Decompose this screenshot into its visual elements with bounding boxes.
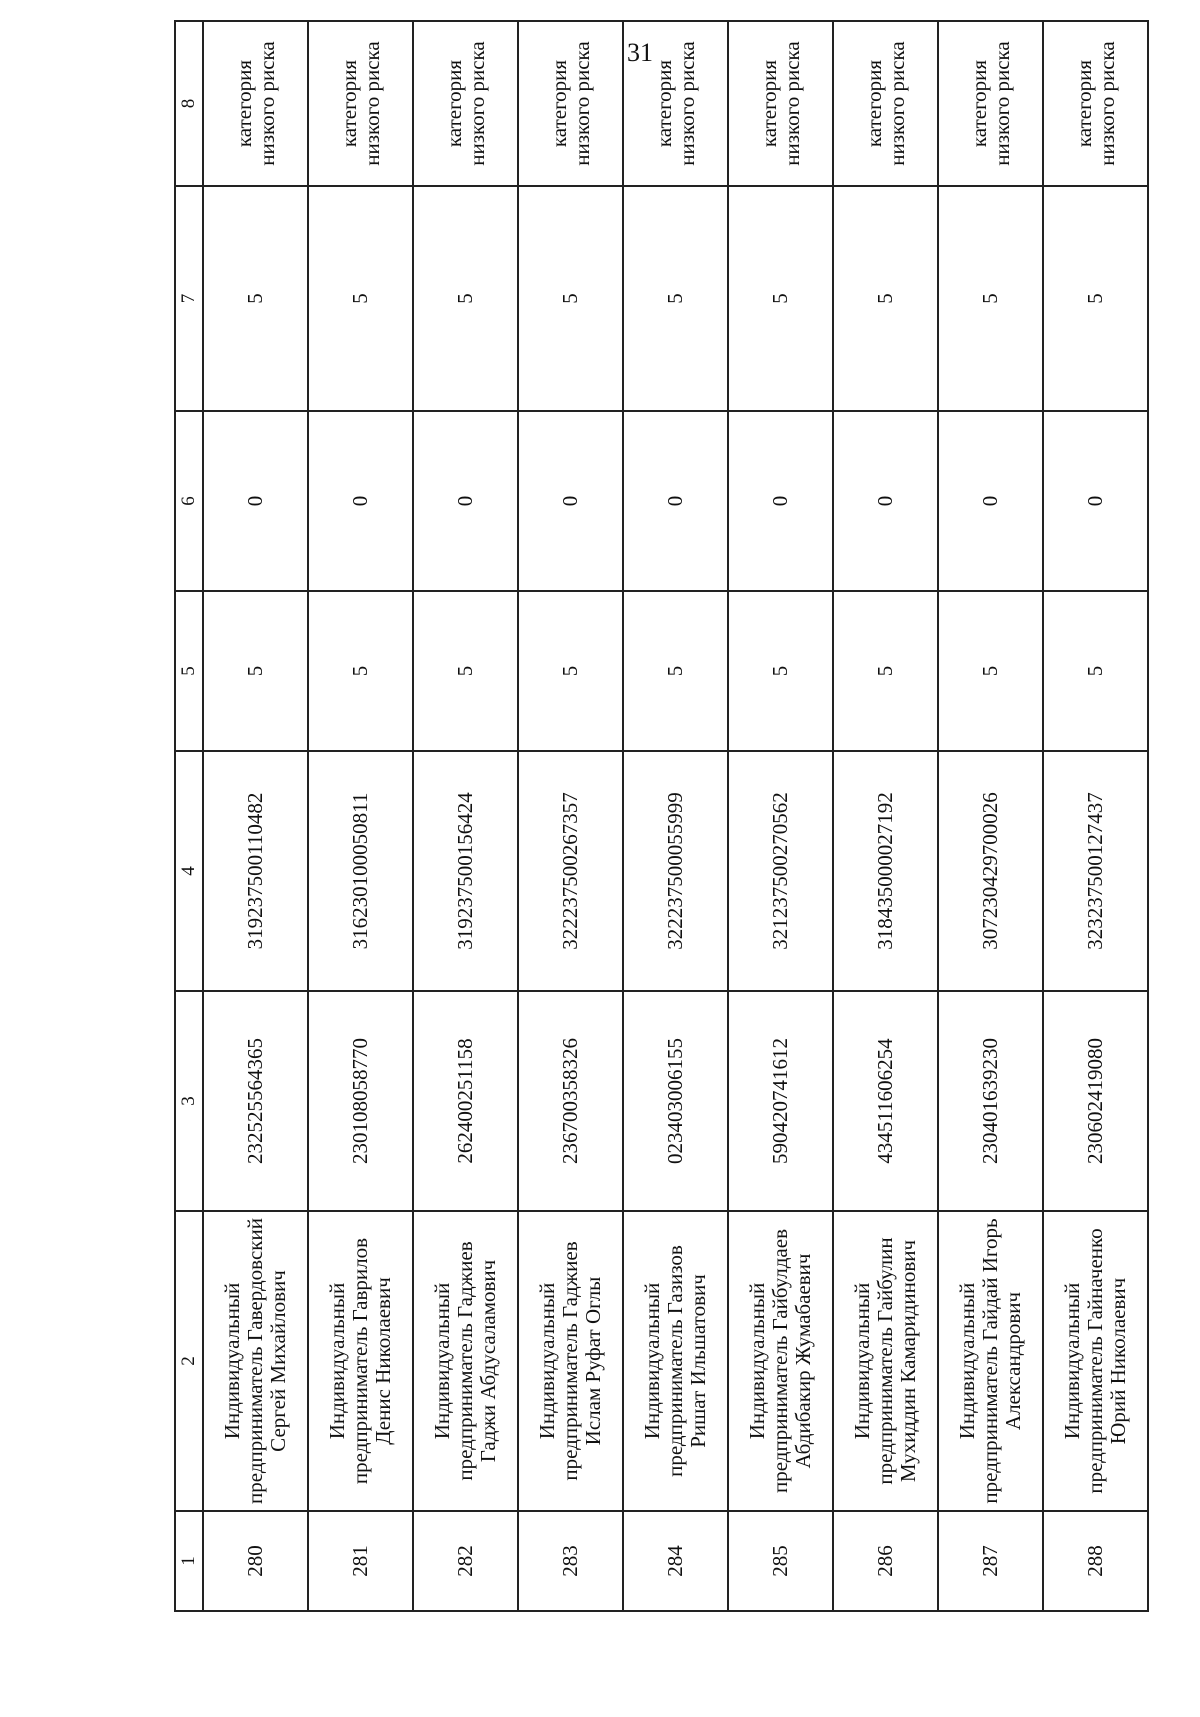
risk-category-cell: категория низкого риска [308,21,413,186]
value-cell: 5 [413,186,518,411]
value-cell: 5 [518,186,623,411]
inn-cell: 230108058770 [308,991,413,1211]
column-number-row [175,21,203,1611]
value-cell: 5 [1043,186,1148,411]
table-container [174,41,1130,1612]
ogrn-cell: 322237500267357 [518,751,623,991]
value-cell: 5 [728,186,833,411]
value-cell: 0 [518,411,623,591]
row-number-cell: 283 [518,1511,623,1611]
table-row [308,21,413,1611]
entity-name-cell: Индивидуальный предприниматель Гавердовский Сергей Михайлович [203,1211,308,1511]
inn-cell: 230602419080 [1043,991,1148,1211]
value-cell: 0 [413,411,518,591]
risk-category-cell: категория низкого риска [728,21,833,186]
entity-name-cell: Индивидуальный предприниматель Гайначенко Юрий Николаевич [1043,1211,1148,1511]
col-header: 5 [175,591,203,751]
value-cell: 5 [203,591,308,751]
entity-name-cell: Индивидуальный предприниматель Гаврилов Денис Николаевич [308,1211,413,1511]
row-number-cell: 284 [623,1511,728,1611]
ogrn-cell: 318435000027192 [833,751,938,991]
col-header: 1 [175,1511,203,1611]
entity-name-cell: Индивидуальный предприниматель Гаджиев Гаджи Абдусаламович [413,1211,518,1511]
row-number-cell: 288 [1043,1511,1148,1611]
value-cell: 0 [938,411,1043,591]
inn-cell: 232525564365 [203,991,308,1211]
value-cell: 5 [308,591,413,751]
value-cell: 5 [413,591,518,751]
ogrn-cell: 307230429700026 [938,751,1043,991]
row-number-cell: 282 [413,1511,518,1611]
entity-name-cell: Индивидуальный предприниматель Гайбулин Мухиддин Камаридинович [833,1211,938,1511]
ogrn-cell: 319237500110482 [203,751,308,991]
col-header: 6 [175,411,203,591]
ogrn-cell: 319237500156424 [413,751,518,991]
ogrn-cell: 323237500127437 [1043,751,1148,991]
col-header: 2 [175,1211,203,1511]
page-number: 31 [627,38,653,67]
rotated-table-frame [174,41,1130,1612]
table-row [413,21,518,1611]
value-cell: 5 [833,186,938,411]
row-number-cell: 285 [728,1511,833,1611]
entity-name-cell: Индивидуальный предприниматель Гайдай Игорь Александрович [938,1211,1043,1511]
inn-cell: 023403006155 [623,991,728,1211]
value-cell: 0 [1043,411,1148,591]
risk-category-cell: категория низкого риска [1043,21,1148,186]
col-header: 3 [175,991,203,1211]
table-row [938,21,1043,1611]
entity-name-cell: Индивидуальный предприниматель Газизов Ришат Ильшатович [623,1211,728,1511]
value-cell: 5 [833,591,938,751]
col-header: 7 [175,186,203,411]
risk-category-cell: категория низкого риска [518,21,623,186]
row-number-cell: 286 [833,1511,938,1611]
risk-category-cell: категория низкого риска [203,21,308,186]
ogrn-cell: 321237500270562 [728,751,833,991]
risk-category-cell: категория низкого риска [623,21,728,186]
value-cell: 5 [938,591,1043,751]
value-cell: 5 [1043,591,1148,751]
value-cell: 0 [623,411,728,591]
risk-category-table [174,20,1149,1612]
inn-cell: 236700358326 [518,991,623,1211]
table-row [518,21,623,1611]
entity-name-cell: Индивидуальный предприниматель Гайбулдаев Абдибакир Жумабаевич [728,1211,833,1511]
inn-cell: 262400251158 [413,991,518,1211]
row-number-cell: 287 [938,1511,1043,1611]
value-cell: 5 [938,186,1043,411]
table-row [833,21,938,1611]
col-header: 4 [175,751,203,991]
row-number-cell: 280 [203,1511,308,1611]
value-cell: 5 [518,591,623,751]
table-row [203,21,308,1611]
ogrn-cell: 322237500055999 [623,751,728,991]
table-row [1043,21,1148,1611]
value-cell: 5 [623,591,728,751]
value-cell: 5 [308,186,413,411]
value-cell: 0 [203,411,308,591]
value-cell: 5 [728,591,833,751]
value-cell: 0 [308,411,413,591]
value-cell: 0 [833,411,938,591]
table-row [623,21,728,1611]
row-number-cell: 281 [308,1511,413,1611]
ogrn-cell: 316230100050811 [308,751,413,991]
risk-category-cell: категория низкого риска [938,21,1043,186]
risk-category-cell: категория низкого риска [413,21,518,186]
table-row [728,21,833,1611]
value-cell: 5 [203,186,308,411]
risk-category-cell: категория низкого риска [833,21,938,186]
inn-cell: 590420741612 [728,991,833,1211]
col-header: 8 [175,21,203,186]
inn-cell: 434511606254 [833,991,938,1211]
entity-name-cell: Индивидуальный предприниматель Гаджиев Ислам Руфат Оглы [518,1211,623,1511]
value-cell: 0 [728,411,833,591]
value-cell: 5 [623,186,728,411]
inn-cell: 230401639230 [938,991,1043,1211]
